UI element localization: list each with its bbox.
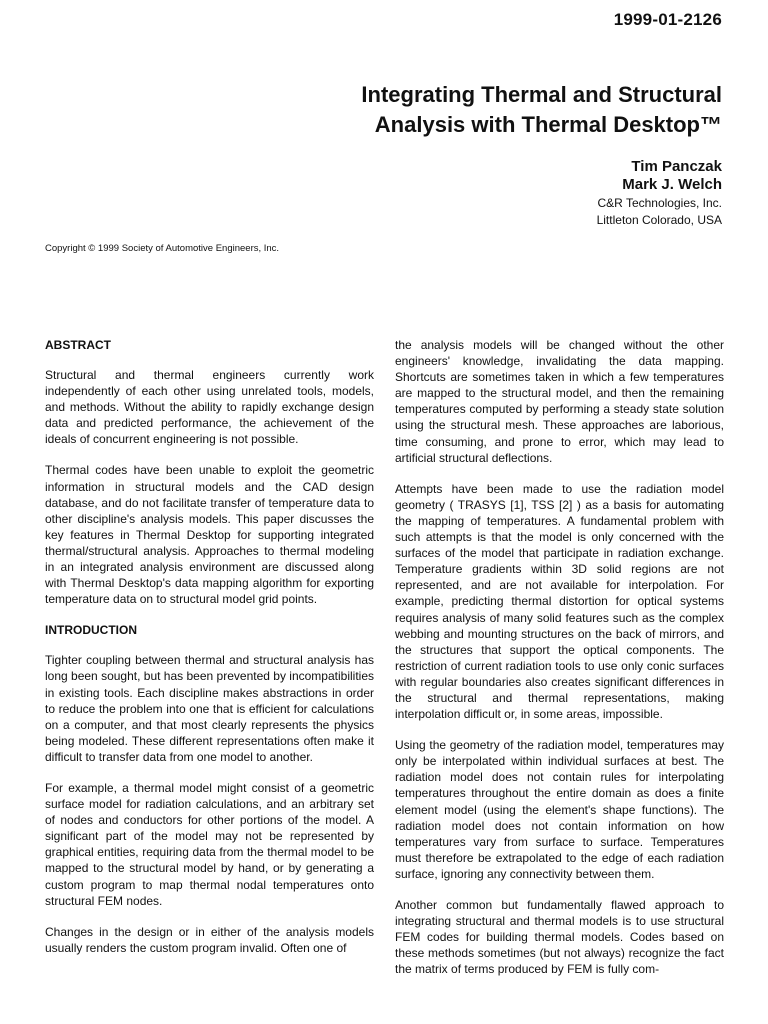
- affiliation-location: Littleton Colorado, USA: [596, 213, 722, 227]
- left-column: [45, 337, 374, 971]
- body-paragraph-2: Attempts have been made to use the radiation model geometry ( TRASYS [1], TSS [2] ) as a basis for automating the mapping of temperatures. A fundamental problem with such attempts is that the model is only concerned with the surfaces of the model that participate in radiation exchange. Temperature gradients within 3D solid regions are not represented, and are not available for interpolation. For example, predicting thermal distortion for optical systems requires analysis of many solid features such as the complex webbing and mounting structures on the back of mirrors, and the structures that support the optical components. The restriction of current radiation tools to use only conic surfaces with regular boundaries also creates significant differences in the structural and thermal representations, making interpolation difficult or, in some areas, impossible.: [395, 481, 724, 722]
- paper-number: 1999-01-2126: [613, 10, 722, 29]
- affiliation-org: C&R Technologies, Inc.: [597, 196, 722, 210]
- introduction-paragraph-2: For example, a thermal model might consist of a geometric surface model for radiation calculations, and an arbitrary set of nodes and conductors for other portions of the model. A significant part of the model may not be represented by graphical entities, requiring data from the thermal model to be mapped to the structural model by hand, or by generating a custom program to map thermal nodal temperatures onto structural FEM nodes.: [45, 780, 374, 908]
- body-paragraph-4: Another common but fundamentally flawed approach to integrating structural and thermal models is to use structural FEM codes for building thermal models. Codes based on these methods sometimes (but not always) recognize the fact the matrix of terms produced by FEM is fully com-: [395, 898, 724, 977]
- abstract-paragraph-1: Structural and thermal engineers currently work independently of each other using unrelated tools, models, and methods. Without the ability to rapidly exchange design data and predicted performance, the achievement of the ideals of concurrent engineering is not possible.: [45, 368, 374, 447]
- paper-title: [202, 80, 722, 140]
- author-1: Tim Panczak: [631, 158, 722, 175]
- title-line-2: Analysis with Thermal Desktop™: [374, 112, 722, 137]
- introduction-paragraph-1: Tighter coupling between thermal and structural analysis has long been sought, but has been prevented by incompatibilities in existing tools. Each discipline makes abstractions in order to reduce the problem into one that is efficient for calculations on a computer, and that most clearly represents the physics being modeled. These different representations often make it difficult to transfer data from one model to another.: [45, 653, 374, 764]
- author-2: Mark J. Welch: [622, 176, 722, 193]
- author-block: [597, 158, 722, 229]
- abstract-heading: ABSTRACT: [45, 338, 111, 352]
- title-line-1: Integrating Thermal and Structural: [361, 82, 722, 107]
- body-paragraph-3: Using the geometry of the radiation model, temperatures may only be interpolated within individual surfaces at best. The radiation model does not contain rules for interpolating temperatures throughout the entire domain as does a finite element model (using the element's shape functions). The radiation model does not contain information on how temperatures vary from surface to surface. Temperatures must therefore be extrapolated to the edge of each radiation surface, ignoring any connectivity between them.: [395, 738, 724, 881]
- right-column: [395, 337, 724, 992]
- introduction-heading: INTRODUCTION: [45, 623, 137, 638]
- body-paragraph-1: the analysis models will be changed without the other engineers' knowledge, invalidating the data mapping. Shortcuts are sometimes taken in which a few temperatures are mapped to the structural model, and then the remaining temperatures computed by performing a steady state solution using the structural mesh. These approaches are laborious, time consuming, and prone to error, which may lead to artificial structural deflections.: [395, 338, 724, 465]
- copyright-notice: Copyright © 1999 Society of Automotive Engineers, Inc.: [45, 243, 280, 254]
- abstract-paragraph-2: Thermal codes have been unable to exploit the geometric information in structural models and the CAD design database, and do not facilitate transfer of temperature data to other discipline's analysis models. This paper discusses the key features in Thermal Desktop for supporting integrated thermal/structural analysis. Approaches to thermal modeling in an integrated analysis environment are discussed along with Thermal Desktop's data mapping algorithm for exporting temperature data on to structural model grid points.: [45, 463, 374, 607]
- introduction-paragraph-3: Changes in the design or in either of the analysis models usually renders the custom program invalid. Often one of: [45, 924, 374, 955]
